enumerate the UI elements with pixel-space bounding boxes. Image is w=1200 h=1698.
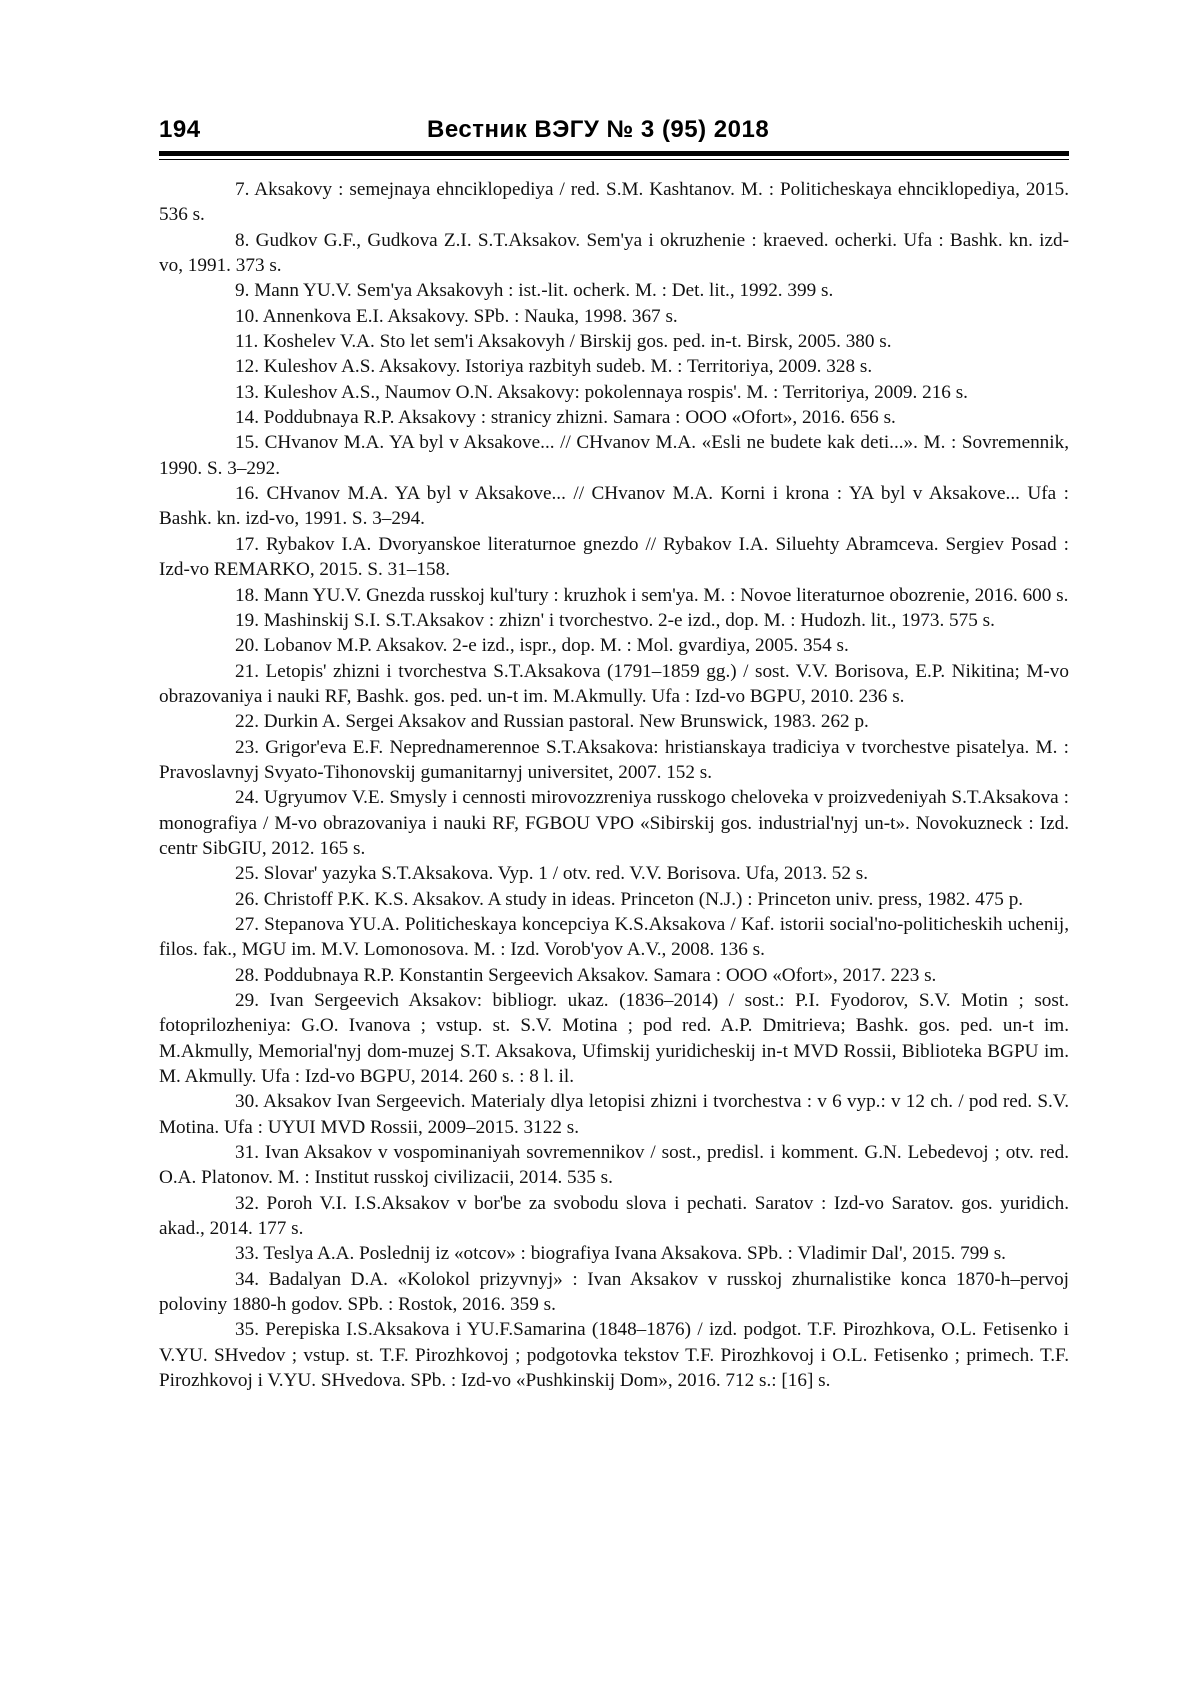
reference-item: 20. Lobanov M.P. Aksakov. 2-e izd., ispr., dop. M. : Mol. gvardiya, 2005. 354 s.	[235, 635, 849, 657]
reference-item: 28. Poddubnaya R.P. Konstantin Sergeevich Aksakov. Samara : OOO «Ofort», 2017. 223 s.	[235, 964, 937, 986]
reference-item: 22. Durkin A. Sergei Aksakov and Russian pastoral. New Brunswick, 1983. 262 p.	[235, 711, 869, 733]
reference-item: 26. Christoff P.K. K.S. Aksakov. A study in ideas. Princeton (N.J.) : Princeton univ. press, 1982. 475 p.	[235, 888, 1024, 910]
reference-item: 10. Annenkova E.I. Aksakovy. SPb. : Nauka, 1998. 367 s.	[235, 305, 678, 327]
reference-item: 9. Mann YU.V. Sem'ya Aksakovyh : ist.-lit. ocherk. M. : Det. lit., 1992. 399 s.	[235, 280, 834, 302]
reference-item: 25. Slovar' yazyka S.T.Aksakova. Vyp. 1 / otv. red. V.V. Borisova. Ufa, 2013. 52 s.	[235, 863, 869, 885]
reference-item: 12. Kuleshov A.S. Aksakovy. Istoriya razbityh sudeb. M. : Territoriya, 2009. 328 s.	[235, 356, 873, 378]
reference-item: 16. CHvanov M.A. YA byl v Aksakove... // CHvanov M.A. Korni i krona : YA byl v Aksakove... Ufa : Bashk. kn. izd-vo, 1991. S. 3–294.	[159, 483, 1069, 530]
page-header	[159, 116, 1069, 148]
reference-item: 23. Grigor'eva E.F. Neprednamerennoe S.T.Aksakova: hristianskaya tradiciya v tvorchestve pisatelya. M. : Pravoslavnyj Svyato-Tihonovskij gumanitarnyj universitet, 2007. 152 s.	[159, 736, 1069, 783]
reference-item: 33. Teslya A.A. Poslednij iz «otcov» : biografiya Ivana Aksakova. SPb. : Vladimir Dal', 2015. 799 s.	[235, 1243, 1006, 1265]
reference-item: 30. Aksakov Ivan Sergeevich. Materialy dlya letopisi zhizni i tvorchestva : v 6 vyp.: v 12 ch. / pod red. S.V. Motina. Ufa : UYUI MVD Rossii, 2009–2015. 3122 s.	[159, 1091, 1069, 1138]
reference-item: 35. Perepiska I.S.Aksakova i YU.F.Samarina (1848–1876) / izd. podgot. T.F. Pirozhkova, O.L. Fetisenko i V.YU. SHvedov ; vstup. st. T.F. Pirozhkovoj ; podgotovka tekstov T.F. Pirozhkovoj i O.L. Fetisenko ; primech. T.F. Pirozhkovoj i V.YU. SHvedova. SPb. : Izd-vo «Pushkinskij Dom», 2016. 712 s.: [16] s.	[159, 1319, 1069, 1392]
reference-item: 13. Kuleshov A.S., Naumov O.N. Aksakovy: pokolennaya rospis'. M. : Territoriya, 2009. 216 s.	[235, 381, 968, 403]
reference-item: 19. Mashinskij S.I. S.T.Aksakov : zhizn' i tvorchestvo. 2-e izd., dop. M. : Hudozh. lit., 1973. 575 s.	[235, 609, 995, 631]
reference-item: 27. Stepanova YU.A. Politicheskaya koncepciya K.S.Aksakova / Kaf. istorii social'no-politicheskih uchenij, filos. fak., MGU im. M.V. Lomonosova. M. : Izd. Vorob'yov A.V., 2008. 136 s.	[159, 913, 1069, 961]
header-rule-thick	[159, 151, 1069, 156]
reference-item: 32. Poroh V.I. I.S.Aksakov v bor'be za svobodu slova i pechati. Saratov : Izd-vo Saratov. gos. yuridich. akad., 2014. 177 s.	[159, 1192, 1069, 1240]
reference-item: 11. Koshelev V.A. Sto let sem'i Aksakovyh / Birskij gos. ped. in-t. Birsk, 2005. 380 s.	[235, 331, 892, 353]
journal-title: Вестник ВЭГУ № 3 (95) 2018	[427, 116, 770, 143]
reference-item: 7. Aksakovy : semejnaya ehnciklopediya / red. S.M. Kashtanov. M. : Politicheskaya ehnciklopediya, 2015. 536 s.	[159, 179, 1069, 226]
page-number: 194	[159, 116, 201, 143]
reference-item: 14. Poddubnaya R.P. Aksakovy : stranicy zhizni. Samara : OOO «Ofort», 2016. 656 s.	[235, 407, 896, 429]
reference-item: 21. Letopis' zhizni i tvorchestva S.T.Aksakova (1791–1859 gg.) / sost. V.V. Borisova, E.P. Nikitina; M-vo obrazovaniya i nauki RF, Bashk. gos. ped. un-t im. M.Akmully. Ufa : Izd-vo BGPU, 2010. 236 s.	[159, 660, 1069, 707]
reference-item: 18. Mann YU.V. Gnezda russkoj kul'tury : kruzhok i sem'ya. M. : Novoe literaturnoe obozrenie, 2016. 600 s.	[235, 584, 1069, 606]
reference-item: 34. Badalyan D.A. «Kolokol prizyvnyj» : Ivan Aksakov v russkoj zhurnalistike konca 1870-h–pervoj poloviny 1880-h godov. SPb. : Rostok, 2016. 359 s.	[159, 1268, 1069, 1316]
reference-item: 29. Ivan Sergeevich Aksakov: bibliogr. ukaz. (1836–2014) / sost.: P.I. Fyodorov, S.V. Motin ; sost. fotoprilozheniya: G.O. Ivanova ; vstup. st. S.V. Motina ; pod red. A.P. Dmitrieva; Bashk. gos. ped. un-t im. M.Akmully, Memorial'nyj dom-muzej S.T. Aksakova, Ufimskij yuridicheskij in-t MVD Rossii, Biblioteka BGPU im. M. Akmully. Ufa : Izd-vo BGPU, 2014. 260 s. : 8 l. il.	[159, 990, 1069, 1088]
reference-item: 8. Gudkov G.F., Gudkova Z.I. S.T.Aksakov. Sem'ya i okruzhenie : kraeved. ocherki. Ufa : Bashk. kn. izd-vo, 1991. 373 s.	[159, 229, 1069, 277]
reference-item: 24. Ugryumov V.E. Smysly i cennosti mirovozzreniya russkogo cheloveka v proizvedeniyah S.T.Aksakova : monografiya / M-vo obrazovaniya i nauki RF, FGBOU VPO «Sibirskij gos. industrial'nyj un-t». Novokuzneck : Izd. centr SibGIU, 2012. 165 s.	[159, 787, 1069, 859]
reference-list	[159, 177, 1069, 1394]
header-rule-thin	[159, 159, 1069, 160]
reference-item: 31. Ivan Aksakov v vospominaniyah sovremennikov / sost., predisl. i komment. G.N. Lebedevoj ; otv. red. O.A. Platonov. M. : Institut russkoj civilizacii, 2014. 535 s.	[159, 1142, 1069, 1189]
reference-item: 15. CHvanov M.A. YA byl v Aksakove... // CHvanov M.A. «Esli ne budete kak deti...». M. : Sovremennik, 1990. S. 3–292.	[159, 432, 1069, 479]
reference-item: 17. Rybakov I.A. Dvoryanskoe literaturnoe gnezdo // Rybakov I.A. Siluehty Abramceva. Sergiev Posad : Izd-vo REMARKO, 2015. S. 31–158.	[159, 533, 1069, 581]
